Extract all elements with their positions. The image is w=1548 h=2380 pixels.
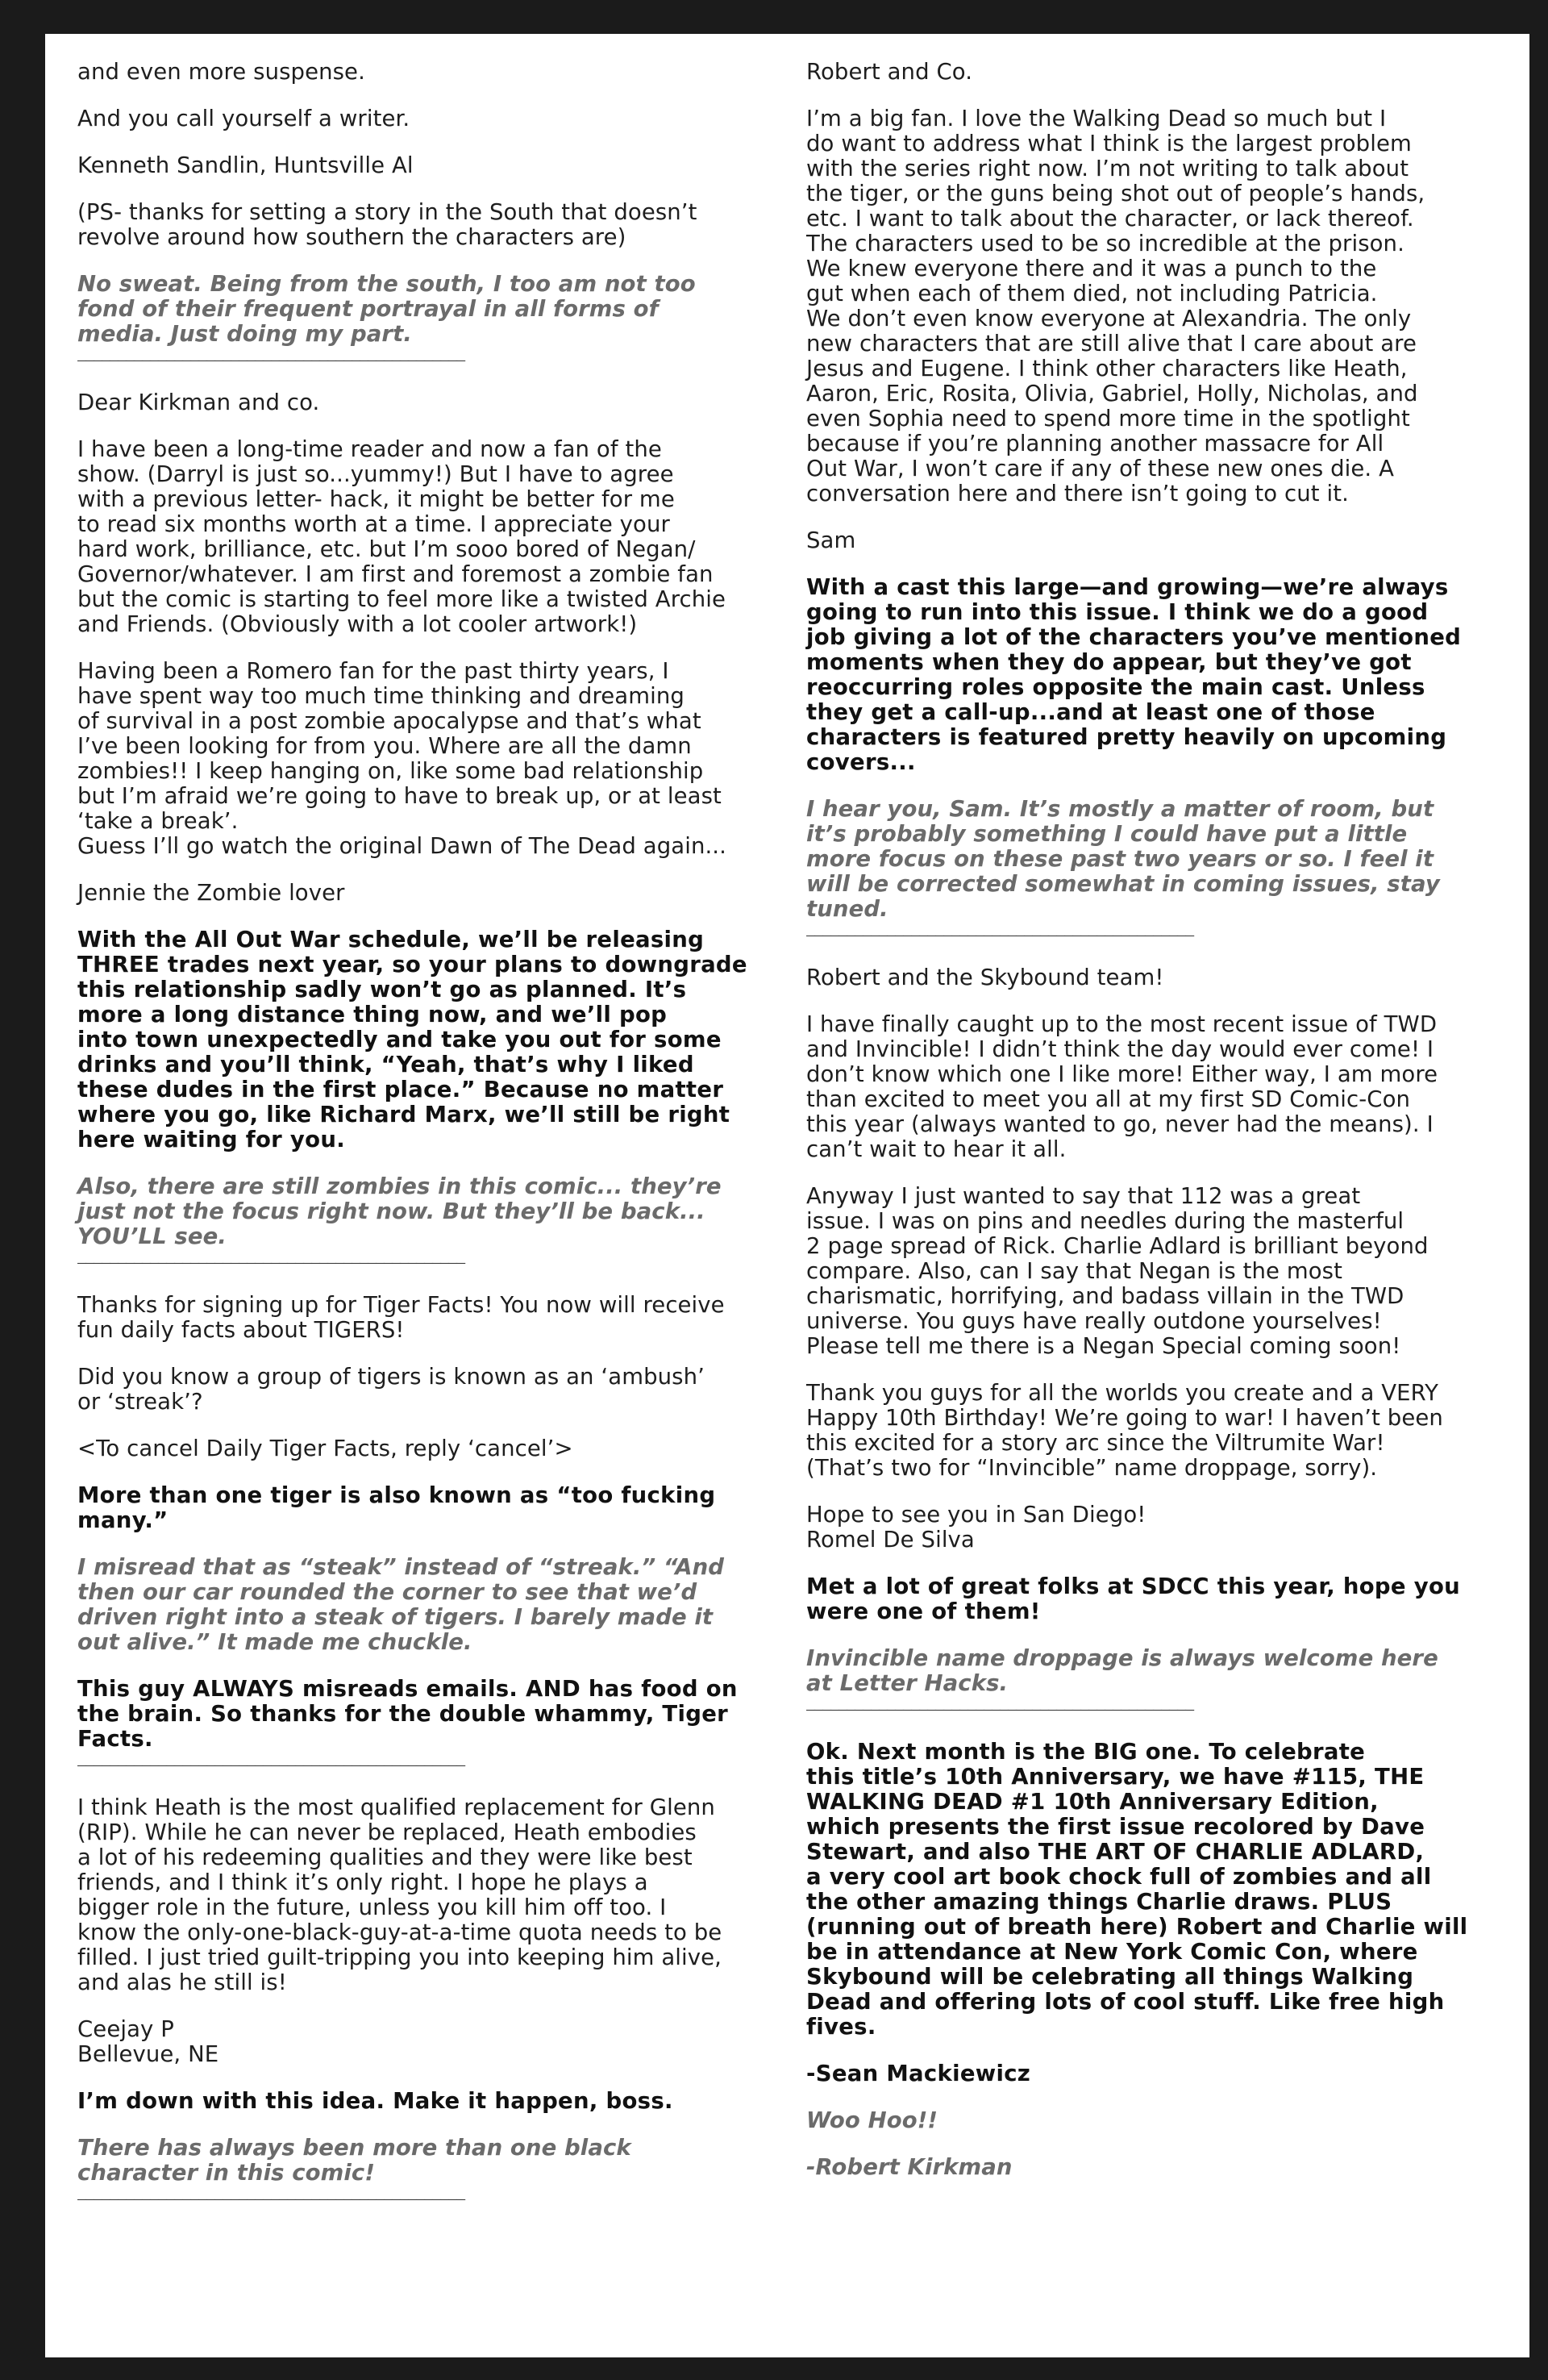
letter-text: and even more suspense.	[77, 59, 365, 85]
letter-text: Did you know a group of tigers is known as an ‘ambush’ or ‘streak’?	[77, 1364, 705, 1415]
letter-text: I have been a long-time reader and now a fan of the show. (Darryl is just so...yummy!) But I have to agree with a previous letter- hack, it might be better for me to read six months worth at a time. I appreciate your hard work, brilliance, etc. but I’m sooo bored of Negan/ Governor/whatever. I am first and foremost a zombie fan but the comic is starting to feel more like a twisted Archie and Friends. (Obviously with a lot cooler artwork!)	[77, 436, 726, 637]
editor-reply-italic: No sweat. Being from the south, I too am not too fond of their frequent portrayal in all forms of media. Just doing my part.	[77, 271, 696, 347]
letter-text: <To cancel Daily Tiger Facts, reply ‘cancel’>	[77, 1436, 573, 1461]
section-divider: ________________________________________________	[806, 1693, 1193, 1711]
letter-text: (PS- thanks for setting a story in the South that doesn’t revolve around how southern the characters are)	[77, 199, 697, 250]
letter-salutation: Robert and Co.	[806, 59, 973, 85]
letter-signature: Ceejay P Bellevue, NE	[77, 2016, 219, 2067]
editor-reply-bold: This guy ALWAYS misreads emails. AND has food on the brain. So thanks for the double whammy, Tiger Facts.	[77, 1676, 738, 1752]
letter-text: I’m a big fan. I love the Walking Dead so much but I do want to address what I think is the largest problem with the series right now. I’m not writing to talk about the tiger, or the guns being shot out of people’s hands, etc. I want to talk about the character, or lack thereof. The characters used to be so incredible at the prison. We knew everyone there and it was a punch to the gut when each of them died, not including Patricia. We don’t even know everyone at Alexandria. The only new characters that are still alive that I care about are Jesus and Eugene. I think other characters like Heath, Aaron, Eric, Rosita, Olivia, Gabriel, Holly, Nicholas, and even Sophia need to spend more time in the spotlight because if you’re planning another massacre for All Out War, I won’t care if any of these new ones die. A conversation here and there isn’t going to cut it.	[806, 106, 1425, 506]
section-divider: ________________________________________________	[77, 2182, 464, 2200]
editor-reply-italic: There has always been more than one black character in this comic!	[77, 2135, 631, 2186]
editor-reply-italic: Also, there are still zombies in this comic... they’re just not the focus right now. But they’ll be back... YOU’LL see.	[77, 1173, 722, 1249]
letter-text: I have finally caught up to the most recent issue of TWD and Invincible! I didn’t think the day would ever come! I don’t know which one I like more! Either way, I am more than excited to meet you all at my first SD Comic-Con this year (always wanted to go, never had the means). I can’t wait to hear it all.	[806, 1011, 1438, 1162]
letter-signature: Hope to see you in San Diego! Romel De Silva	[806, 1502, 1146, 1553]
letter-text: Thanks for signing up for Tiger Facts! You now will receive fun daily facts about TIGERS!	[77, 1292, 725, 1343]
section-divider: ________________________________________________	[77, 344, 464, 361]
letter-salutation: Robert and the Skybound team!	[806, 965, 1164, 990]
letter-text: I think Heath is the most qualified replacement for Glenn (RIP). While he can never be replaced, Heath embodies a lot of his redeeming qualities and they were like best friends, and I think it’s only right. I hope he plays a bigger role in the future, unless you kill him off too. I know the only-one-black-guy-at-a-time quota needs to be filled. I just tried guilt-tripping you into keeping him alive, and alas he still is!	[77, 1794, 722, 1995]
letter-signature: Jennie the Zombie lover	[77, 880, 345, 906]
editor-reply-bold: Met a lot of great folks at SDCC this year, hope you were one of them!	[806, 1573, 1461, 1624]
letter-text: Having been a Romero fan for the past thirty years, I have spent way too much time thinking and dreaming of survival in a post zombie apocalypse and that’s what I’ve been looking for from you. Where are all the damn zombies!! I keep hanging on, like some bad relationship but I’m afraid we’re going to have to break up, or at least ‘take a break’. Guess I’ll go watch the original Dawn of The Dead again...	[77, 658, 726, 859]
section-divider: ________________________________________________	[77, 1749, 464, 1766]
letter-signature: Sam	[806, 527, 856, 553]
letter-salutation: Dear Kirkman and co.	[77, 390, 320, 415]
letter-signature: Kenneth Sandlin, Huntsville Al	[77, 152, 414, 178]
letter-text: And you call yourself a writer.	[77, 106, 410, 131]
editor-reply-bold: With a cast this large—and growing—we’re always going to run into this issue. I think we do a good job giving a lot of the characters you’ve mentioned moments when they do appear, but they’ve got reoccurring roles opposite the main cast. Unless they get a call-up...and at least one of those characters is featured pretty heavily on upcoming covers...	[806, 574, 1462, 775]
editor-announcement: Ok. Next month is the BIG one. To celebrate this title’s 10th Anniversary, we have #115, THE WALKING DEAD #1 10th Anniversary Edition, which presents the first issue recolored by Dave Stewart, and also THE ART OF CHARLIE ADLARD, a very cool art book chock full of zombies and all the other amazing things Charlie draws. PLUS (running out of breath here) Robert and Charlie will be in attendance at New York Comic Con, where Skybound will be celebrating all things Walking Dead and offering lots of cool stuff. Like free high fives.	[806, 1739, 1468, 2040]
left-column	[77, 60, 771, 2229]
editor-reply-italic: Invincible name droppage is always welcome here at Letter Hacks.	[806, 1645, 1438, 1696]
letter-text: Anyway I just wanted to say that 112 was a great issue. I was on pins and needles during the masterful 2 page spread of Rick. Charlie Adlard is brilliant beyond compare. Also, can I say that Negan is the most charismatic, horrifying, and badass villain in the TWD universe. You guys have really outdone yourselves! Please tell me there is a Negan Special coming soon!	[806, 1183, 1429, 1359]
editor-signature: -Sean Mackiewicz	[806, 2061, 1031, 2086]
editor-reply-italic: Woo Hoo!!	[806, 2107, 938, 2133]
editor-signature: -Robert Kirkman	[806, 2154, 1013, 2180]
right-column	[806, 60, 1500, 2202]
section-divider: ________________________________________________	[806, 919, 1193, 936]
editor-reply-italic: I misread that as “steak” instead of “streak.” “And then our car rounded the corner to see that we’d driven right into a steak of tigers. I barely made it out alive.” It made me chuckle.	[77, 1554, 725, 1655]
section-divider: ________________________________________________	[77, 1246, 464, 1264]
editor-reply-bold: More than one tiger is also known as “too fucking many.”	[77, 1482, 716, 1533]
editor-reply-italic: I hear you, Sam. It’s mostly a matter of room, but it’s probably something I could have put a little more focus on these past two years or so. I feel it will be corrected somewhat in coming issues, stay tuned.	[806, 796, 1440, 922]
letter-text: Thank you guys for all the worlds you create and a VERY Happy 10th Birthday! We’re going to war! I haven’t been this excited for a story arc since the Viltrumite War! (That’s two for “Invincible” name droppage, sorry).	[806, 1380, 1443, 1481]
editor-reply-bold: With the All Out War schedule, we’ll be releasing THREE trades next year, so your plans to downgrade this relationship sadly won’t go as planned. It’s more a long distance thing now, and we’ll pop into town unexpectedly and take you out for some drinks and you’ll think, “Yeah, that’s why I liked these dudes in the first place.” Because no matter where you go, like Richard Marx, we’ll still be right here waiting for you.	[77, 927, 747, 1152]
letters-page	[45, 34, 1529, 2357]
editor-reply-bold: I’m down with this idea. Make it happen, boss.	[77, 2088, 673, 2114]
